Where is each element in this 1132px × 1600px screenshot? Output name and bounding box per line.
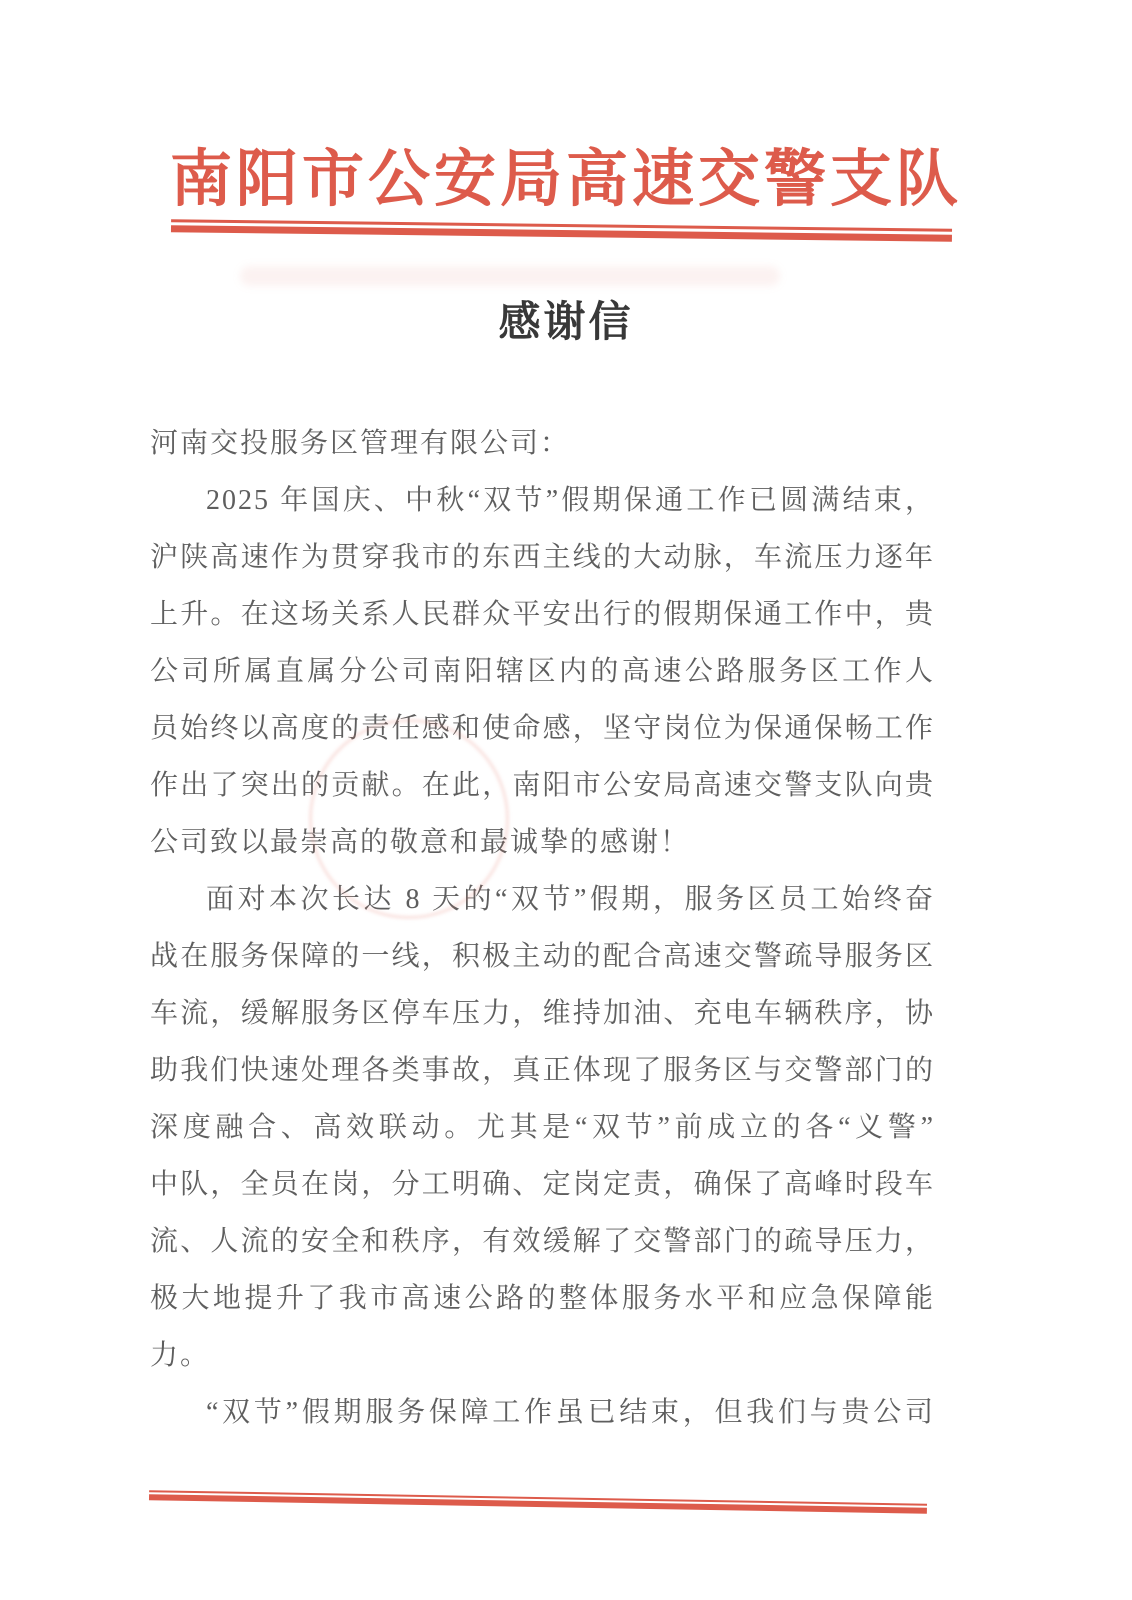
body-line: 员始终以高度的责任感和使命感，坚守岗位为保通保畅工作 (150, 713, 935, 745)
stamp-bleed-circle (309, 719, 509, 919)
letterhead-double-rule (171, 219, 952, 242)
body-line: 战在服务保障的一线，积极主动的配合高速交警疏导服务区 (150, 941, 935, 973)
body-line: 力。 (150, 1340, 211, 1372)
ink-bleed-artifact (240, 266, 780, 286)
footer-double-rule (149, 1490, 927, 1514)
body-line: 极大地提升了我市高速公路的整体服务水平和应急保障能 (150, 1283, 935, 1315)
body-line: 2025 年国庆、中秋“双节”假期保通工作已圆满结束， (206, 485, 935, 517)
body-line: 车流，缓解服务区停车压力，维持加油、充电车辆秩序，协 (150, 998, 935, 1030)
body-line: 公司所属直属分公司南阳辖区内的高速公路服务区工作人 (150, 656, 935, 688)
body-line: 助我们快速处理各类事故，真正体现了服务区与交警部门的 (150, 1055, 935, 1087)
body-line: 面对本次长达 8 天的“双节”假期，服务区员工始终奋 (206, 884, 935, 916)
body-line: 公司致以最崇高的敬意和最诚挚的感谢！ (150, 827, 691, 859)
body-line: “双节”假期服务保障工作虽已结束，但我们与贵公司 (206, 1397, 935, 1429)
letter-body (150, 415, 935, 1441)
body-line: 深度融合、高效联动。尤其是“双节”前成立的各“义警” (150, 1112, 935, 1144)
body-line: 流、人流的安全和秩序，有效缓解了交警部门的疏导压力， (150, 1226, 935, 1258)
body-line: 作出了突出的贡献。在此，南阳市公安局高速交警支队向贵 (150, 770, 935, 802)
body-line: 上升。在这场关系人民群众平安出行的假期保通工作中，贵 (150, 599, 935, 631)
letter-title: 感谢信 (498, 300, 634, 347)
body-line: 沪陕高速作为贯穿我市的东西主线的大动脉，车流压力逐年 (150, 542, 935, 574)
letterhead-title: 南阳市公安局高速交警支队 (169, 146, 962, 214)
salutation-line: 河南交投服务区管理有限公司： (150, 428, 571, 460)
body-line: 中队，全员在岗，分工明确、定岗定责，确保了高峰时段车 (150, 1169, 935, 1201)
